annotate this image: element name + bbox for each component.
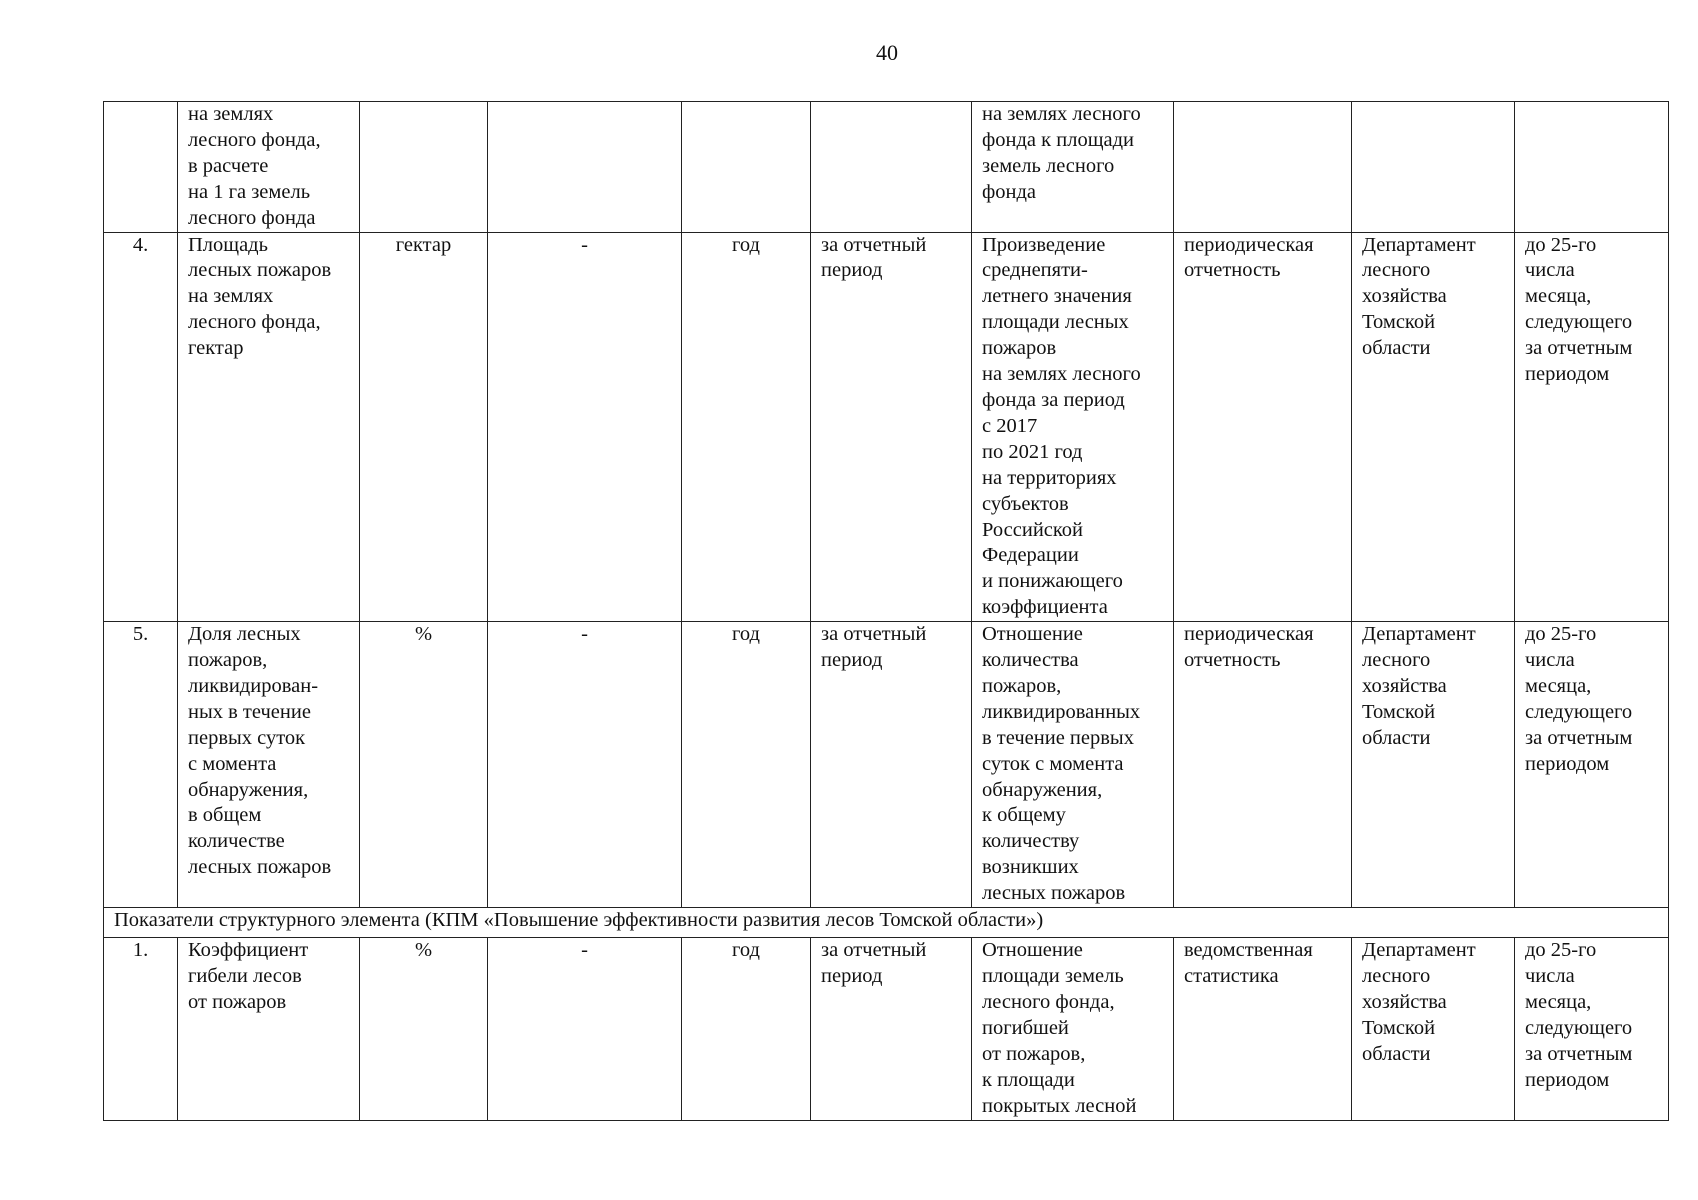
row-number: 4. (104, 232, 178, 622)
row-number: 1. (104, 938, 178, 1121)
dash-cell: - (488, 622, 682, 908)
indicators-table (103, 101, 1669, 1121)
period-cell: за отчетный период (811, 938, 972, 1121)
unit-cell: % (360, 938, 488, 1121)
unit-cell: % (360, 622, 488, 908)
source-cell: периодическая отчетность (1174, 232, 1352, 622)
department-cell: Департамент лесного хозяйства Томской области (1352, 232, 1515, 622)
section-title: Показатели структурного элемента (КПМ «Повышение эффективности развития лесов Томской области») (104, 908, 1669, 938)
department-cell (1352, 102, 1515, 233)
department-cell: Департамент лесного хозяйства Томской области (1352, 622, 1515, 908)
unit-cell: гектар (360, 232, 488, 622)
table-row (104, 938, 1669, 1121)
deadline-cell: до 25-го числа месяца, следующего за отчетным периодом (1515, 232, 1669, 622)
indicator-name: Площадь лесных пожаров на землях лесного фонда, гектар (178, 232, 360, 622)
indicator-name: Доля лесных пожаров, ликвидирован- ных в течение первых суток с момента обнаружения, в общем количестве лесных пожаров (178, 622, 360, 908)
department-cell: Департамент лесного хозяйства Томской области (1352, 938, 1515, 1121)
frequency-cell: год (682, 232, 811, 622)
indicator-name: на землях лесного фонда, в расчете на 1 га земель лесного фонда (178, 102, 360, 233)
source-cell: периодическая отчетность (1174, 622, 1352, 908)
deadline-cell: до 25-го числа месяца, следующего за отчетным периодом (1515, 938, 1669, 1121)
dash-cell: - (488, 938, 682, 1121)
frequency-cell: год (682, 938, 811, 1121)
section-header-row (104, 908, 1669, 938)
method-cell: Отношение площади земель лесного фонда, погибшей от пожаров, к площади покрытых лесной (972, 938, 1174, 1121)
frequency-cell: год (682, 622, 811, 908)
row-number (104, 102, 178, 233)
indicator-name: Коэффициент гибели лесов от пожаров (178, 938, 360, 1121)
frequency-cell (682, 102, 811, 233)
unit-cell (360, 102, 488, 233)
table-row (104, 102, 1669, 233)
period-cell: за отчетный период (811, 232, 972, 622)
dash-cell (488, 102, 682, 233)
method-cell: Произведение среднепяти- летнего значения площади лесных пожаров на землях лесного фонда за период с 2017 по 2021 год на территориях субъектов Российской Федерации и понижающего коэффициента (972, 232, 1174, 622)
table-row (104, 232, 1669, 622)
period-cell (811, 102, 972, 233)
method-cell: на землях лесного фонда к площади земель лесного фонда (972, 102, 1174, 233)
method-cell: Отношение количества пожаров, ликвидированных в течение первых суток с момента обнаружения, к общему количеству возникших лесных пожаров (972, 622, 1174, 908)
source-cell: ведомственная статистика (1174, 938, 1352, 1121)
deadline-cell: до 25-го числа месяца, следующего за отчетным периодом (1515, 622, 1669, 908)
source-cell (1174, 102, 1352, 233)
table-row (104, 622, 1669, 908)
deadline-cell (1515, 102, 1669, 233)
row-number: 5. (104, 622, 178, 908)
period-cell: за отчетный период (811, 622, 972, 908)
dash-cell: - (488, 232, 682, 622)
page-number: 40 (876, 40, 898, 65)
